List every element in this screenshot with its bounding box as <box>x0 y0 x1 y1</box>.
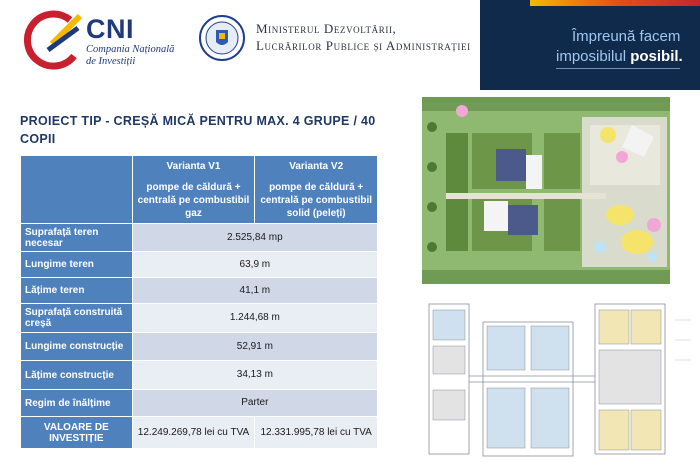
variant-v1-desc: pompe de căldură + centrală pe combustibil gaz <box>137 181 250 219</box>
variant-v2-desc: pompe de căldură + centrală pe combustibil solid (peleți) <box>260 181 373 219</box>
row-value: 2.525,84 mp <box>132 224 377 252</box>
row-value: 34,13 m <box>132 361 377 390</box>
cni-logo <box>22 10 207 72</box>
variant-v2-name: Varianta V2 <box>289 160 344 172</box>
table-header-row <box>21 156 378 224</box>
government-seal-icon <box>198 14 246 62</box>
row-label: Lățime teren <box>21 278 133 304</box>
cni-title: CNI <box>86 14 134 44</box>
row-value: 52,91 m <box>132 333 377 361</box>
page-title: PROIECT TIP - CREȘĂ MICĂ PENTRU MAX. 4 GRUPE / 40 COPII <box>20 114 376 146</box>
header-variant-v2 <box>255 156 378 224</box>
row-label: Suprafață construită creșă <box>21 304 133 333</box>
ministry-line1: Ministerul Dezvoltării, <box>256 21 397 36</box>
page-header <box>0 0 700 95</box>
row-label: Lățime construcție <box>21 361 133 390</box>
table-corner-cell <box>21 156 133 224</box>
cni-subtitle <box>86 44 174 68</box>
row-value: 1.244,68 m <box>132 304 377 333</box>
variant-v1-name: Varianta V1 <box>166 160 221 172</box>
banner-stripe <box>530 0 700 6</box>
row-value: 63,9 m <box>132 252 377 278</box>
floor-plan-image <box>425 300 695 460</box>
row-value: Parter <box>132 390 377 417</box>
row-label: Suprafață teren necesar <box>21 224 133 252</box>
slogan-banner <box>480 0 700 90</box>
investment-row <box>21 417 378 449</box>
row-label: Lungime construcție <box>21 333 133 361</box>
slogan-line2 <box>556 48 683 65</box>
table-row <box>21 278 378 304</box>
specs-table <box>20 155 378 449</box>
row-label: Regim de înălțime <box>21 390 133 417</box>
table-row <box>21 224 378 252</box>
header-variant-v1 <box>132 156 255 224</box>
site-plan-image <box>422 97 670 284</box>
ministry-name <box>256 20 471 54</box>
cni-subtitle-line2: de Investiții <box>86 56 136 67</box>
investment-v1: 12.249.269,78 lei cu TVA <box>132 417 255 449</box>
slogan-bold: posibil. <box>630 48 683 65</box>
ministry-line2: Lucrărilor Publice și Administrației <box>256 38 471 53</box>
investment-v2: 12.331.995,78 lei cu TVA <box>255 417 378 449</box>
table-row <box>21 333 378 361</box>
row-value: 41,1 m <box>132 278 377 304</box>
banner-underline <box>556 68 680 69</box>
table-row <box>21 252 378 278</box>
table-row <box>21 304 378 333</box>
cni-logo-icon <box>22 10 84 72</box>
table-row <box>21 390 378 417</box>
cni-subtitle-line1: Compania Națională <box>86 44 175 55</box>
row-label: Lungime teren <box>21 252 133 278</box>
investment-label: VALOARE DE INVESTIȚIE <box>21 417 133 449</box>
slogan-line1: Împreună facem <box>572 28 681 45</box>
table-row <box>21 361 378 390</box>
slogan-prefix: imposibilul <box>556 48 631 65</box>
